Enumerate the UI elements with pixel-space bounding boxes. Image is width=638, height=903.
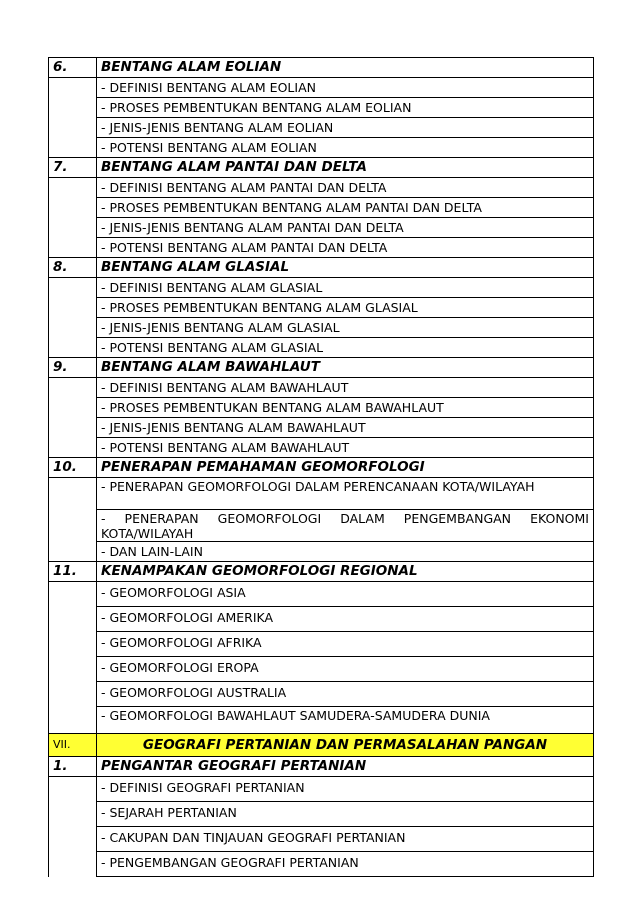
- subtopic-row: [49, 238, 594, 258]
- number-spacer: [49, 138, 97, 158]
- subtopic-text: - PROSES PEMBENTUKAN BENTANG ALAM GLASIAL: [97, 298, 594, 318]
- subtopic-text: - DEFINISI GEOGRAFI PERTANIAN: [97, 777, 594, 802]
- topic-title: PENGANTAR GEOGRAFI PERTANIAN: [97, 757, 594, 777]
- number-spacer: [49, 78, 97, 98]
- subtopic-text: - JENIS-JENIS BENTANG ALAM BAWAHLAUT: [97, 418, 594, 438]
- topic-heading-row: [49, 458, 594, 478]
- subtopic-text: - DEFINISI BENTANG ALAM BAWAHLAUT: [97, 378, 594, 398]
- subtopic-text: - GEOMORFOLOGI AFRIKA: [97, 632, 594, 657]
- subtopic-row: [49, 378, 594, 398]
- subtopic-row: [49, 707, 594, 734]
- number-spacer: [49, 827, 97, 852]
- subtopic-row: [49, 478, 594, 510]
- subtopic-row: [49, 118, 594, 138]
- number-spacer: [49, 198, 97, 218]
- subtopic-row: [49, 607, 594, 632]
- number-spacer: [49, 218, 97, 238]
- subtopic-text: - POTENSI BENTANG ALAM PANTAI DAN DELTA: [97, 238, 594, 258]
- number-spacer: [49, 542, 97, 562]
- topic-title: BENTANG ALAM BAWAHLAUT: [97, 358, 594, 378]
- number-spacer: [49, 802, 97, 827]
- subtopic-row: [49, 418, 594, 438]
- number-spacer: [49, 777, 97, 802]
- subtopic-row: [49, 78, 594, 98]
- number-spacer: [49, 318, 97, 338]
- subtopic-row: [49, 542, 594, 562]
- subtopic-text: - POTENSI BENTANG ALAM EOLIAN: [97, 138, 594, 158]
- number-spacer: [49, 438, 97, 458]
- subtopic-row: [49, 827, 594, 852]
- subtopic-text: - DEFINISI BENTANG ALAM EOLIAN: [97, 78, 594, 98]
- number-spacer: [49, 682, 97, 707]
- topic-title: BENTANG ALAM EOLIAN: [97, 58, 594, 78]
- subtopic-text: - DEFINISI BENTANG ALAM PANTAI DAN DELTA: [97, 178, 594, 198]
- topic-number: 8.: [49, 258, 97, 278]
- number-spacer: [49, 178, 97, 198]
- subtopic-text: - PENERAPAN GEOMORFOLOGI DALAM PENGEMBANGAN EKONOMI KOTA/WILAYAH: [97, 510, 594, 542]
- subtopic-row: [49, 318, 594, 338]
- subtopic-row: [49, 298, 594, 318]
- subtopic-row: [49, 138, 594, 158]
- subtopic-row: [49, 338, 594, 358]
- subtopic-row: [49, 657, 594, 682]
- subtopic-row: [49, 632, 594, 657]
- number-spacer: [49, 707, 97, 734]
- subtopic-text: - PENGEMBANGAN GEOGRAFI PERTANIAN: [97, 852, 594, 877]
- subtopic-text: - CAKUPAN DAN TINJAUAN GEOGRAFI PERTANIAN: [97, 827, 594, 852]
- topic-heading-row: [49, 158, 594, 178]
- topic-number: 9.: [49, 358, 97, 378]
- subtopic-text: - GEOMORFOLOGI AMERIKA: [97, 607, 594, 632]
- topic-number: 7.: [49, 158, 97, 178]
- subtopic-text: - JENIS-JENIS BENTANG ALAM PANTAI DAN DELTA: [97, 218, 594, 238]
- subtopic-text: - PROSES PEMBENTUKAN BENTANG ALAM EOLIAN: [97, 98, 594, 118]
- topic-number: 6.: [49, 58, 97, 78]
- subtopic-text: - JENIS-JENIS BENTANG ALAM GLASIAL: [97, 318, 594, 338]
- subtopic-row: [49, 198, 594, 218]
- topic-title: PENERAPAN PEMAHAMAN GEOMORFOLOGI: [97, 458, 594, 478]
- section-heading-row: [49, 734, 594, 757]
- number-spacer: [49, 238, 97, 258]
- subtopic-row: [49, 438, 594, 458]
- subtopic-text: - POTENSI BENTANG ALAM BAWAHLAUT: [97, 438, 594, 458]
- subtopic-text: - DEFINISI BENTANG ALAM GLASIAL: [97, 278, 594, 298]
- subtopic-text: - SEJARAH PERTANIAN: [97, 802, 594, 827]
- topic-number: 11.: [49, 562, 97, 582]
- subtopic-row: [49, 510, 594, 542]
- subtopic-row: [49, 777, 594, 802]
- topic-heading-row: [49, 757, 594, 777]
- topic-title: GEOGRAFI PERTANIAN DAN PERMASALAHAN PANGAN: [97, 734, 594, 757]
- topic-heading-row: [49, 562, 594, 582]
- topic-title: BENTANG ALAM PANTAI DAN DELTA: [97, 158, 594, 178]
- subtopic-row: [49, 398, 594, 418]
- topic-number: VII.: [49, 734, 97, 757]
- number-spacer: [49, 607, 97, 632]
- subtopic-text: - GEOMORFOLOGI AUSTRALIA: [97, 682, 594, 707]
- number-spacer: [49, 510, 97, 542]
- number-spacer: [49, 298, 97, 318]
- subtopic-text: - PENERAPAN GEOMORFOLOGI DALAM PERENCANAAN KOTA/WILAYAH: [97, 478, 594, 510]
- number-spacer: [49, 98, 97, 118]
- number-spacer: [49, 418, 97, 438]
- topic-title: KENAMPAKAN GEOMORFOLOGI REGIONAL: [97, 562, 594, 582]
- topic-heading-row: [49, 58, 594, 78]
- subtopic-text: - DAN LAIN-LAIN: [97, 542, 594, 562]
- topic-number: 1.: [49, 757, 97, 777]
- number-spacer: [49, 582, 97, 607]
- subtopic-text: - PROSES PEMBENTUKAN BENTANG ALAM BAWAHLAUT: [97, 398, 594, 418]
- number-spacer: [49, 118, 97, 138]
- number-spacer: [49, 398, 97, 418]
- topic-title: BENTANG ALAM GLASIAL: [97, 258, 594, 278]
- subtopic-row: [49, 802, 594, 827]
- subtopic-row: [49, 582, 594, 607]
- subtopic-row: [49, 178, 594, 198]
- syllabus-table: [48, 57, 594, 877]
- number-spacer: [49, 852, 97, 877]
- number-spacer: [49, 478, 97, 510]
- subtopic-text: - GEOMORFOLOGI ASIA: [97, 582, 594, 607]
- subtopic-text: - JENIS-JENIS BENTANG ALAM EOLIAN: [97, 118, 594, 138]
- subtopic-text: - POTENSI BENTANG ALAM GLASIAL: [97, 338, 594, 358]
- number-spacer: [49, 378, 97, 398]
- topic-heading-row: [49, 358, 594, 378]
- syllabus-rows: [49, 58, 594, 877]
- topic-heading-row: [49, 258, 594, 278]
- subtopic-text: - PROSES PEMBENTUKAN BENTANG ALAM PANTAI DAN DELTA: [97, 198, 594, 218]
- subtopic-text: - GEOMORFOLOGI BAWAHLAUT SAMUDERA-SAMUDERA DUNIA: [97, 707, 594, 734]
- subtopic-text: - GEOMORFOLOGI EROPA: [97, 657, 594, 682]
- topic-number: 10.: [49, 458, 97, 478]
- subtopic-row: [49, 278, 594, 298]
- number-spacer: [49, 278, 97, 298]
- number-spacer: [49, 657, 97, 682]
- subtopic-row: [49, 98, 594, 118]
- subtopic-row: [49, 852, 594, 877]
- number-spacer: [49, 338, 97, 358]
- subtopic-row: [49, 218, 594, 238]
- number-spacer: [49, 632, 97, 657]
- subtopic-row: [49, 682, 594, 707]
